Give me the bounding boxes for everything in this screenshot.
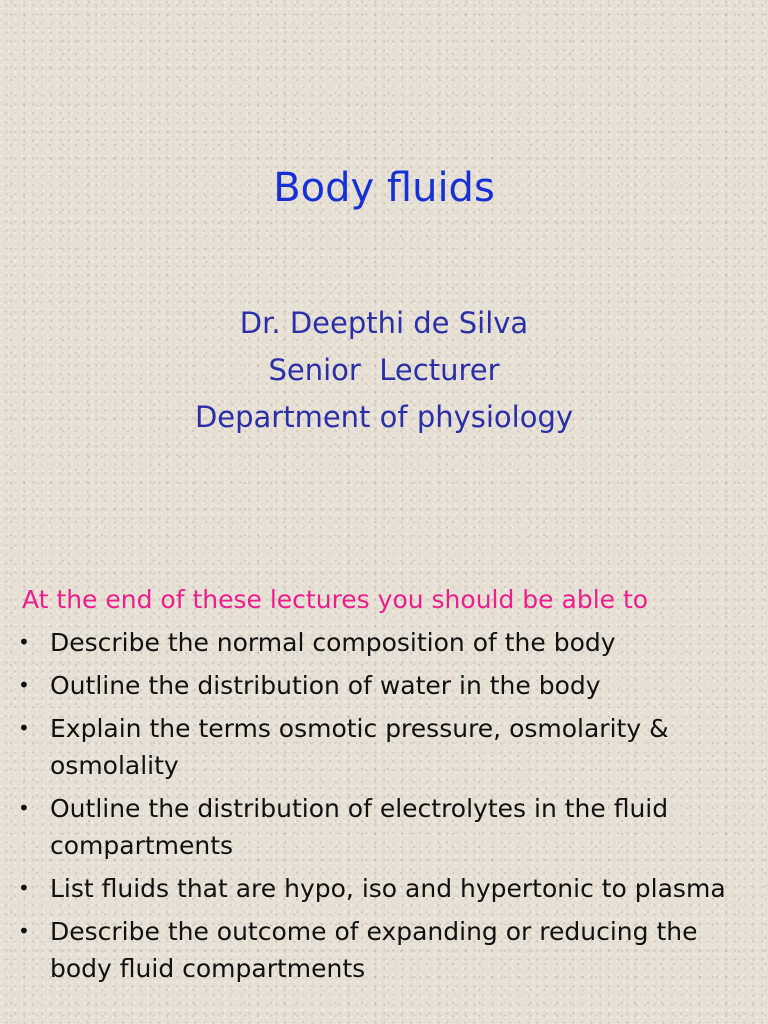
bullet-icon: • bbox=[18, 630, 30, 654]
list-item bbox=[16, 870, 756, 907]
list-item-text: List fluids that are hypo, iso and hypertonic to plasma bbox=[50, 874, 726, 903]
bullet-icon: • bbox=[18, 876, 30, 900]
bullet-icon: • bbox=[18, 716, 30, 740]
bullet-icon: • bbox=[18, 673, 30, 697]
list-item bbox=[16, 667, 756, 704]
slide-title: Body fluids bbox=[273, 165, 495, 211]
list-item bbox=[16, 624, 756, 661]
list-item-text: Explain the terms osmotic pressure, osmolarity & osmolality bbox=[50, 714, 669, 780]
bullet-icon: • bbox=[18, 919, 30, 943]
list-item-text: Outline the distribution of electrolytes in the fluid compartments bbox=[50, 794, 669, 860]
list-item-text: Outline the distribution of water in the body bbox=[50, 671, 601, 700]
author-department: Department of physiology bbox=[194, 400, 574, 434]
list-item-text: Describe the outcome of expanding or reducing the body fluid compartments bbox=[50, 917, 698, 983]
author-position: Senior Lecturer bbox=[268, 353, 500, 387]
author-block bbox=[0, 300, 768, 441]
list-item bbox=[16, 790, 756, 864]
list-item bbox=[16, 913, 756, 987]
list-item bbox=[16, 710, 756, 784]
author-name: Dr. Deepthi de Silva bbox=[239, 306, 529, 340]
objectives-heading: At the end of these lectures you should be able to bbox=[22, 585, 649, 614]
list-item-text: Describe the normal composition of the body bbox=[50, 628, 616, 657]
objectives-list bbox=[16, 624, 756, 993]
bullet-icon: • bbox=[18, 796, 30, 820]
